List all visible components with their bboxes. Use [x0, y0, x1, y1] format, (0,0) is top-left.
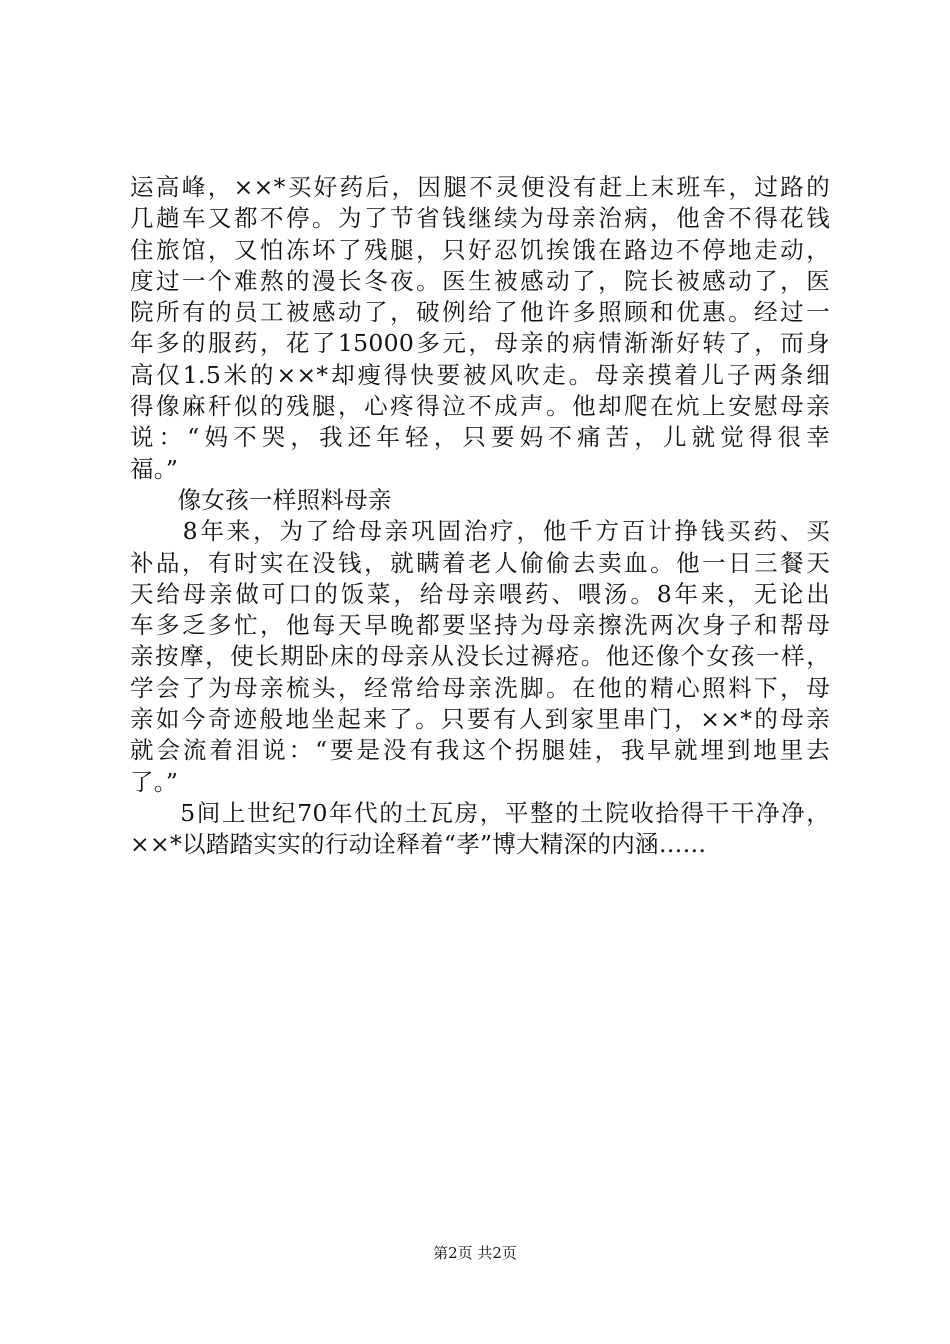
text-line: 福。”	[130, 454, 179, 483]
text-line: 像女孩一样照料母亲	[130, 485, 392, 514]
page-footer: 第2页 共2页	[433, 1244, 517, 1262]
text-line: 院所有的员工被感动了，破例给了他许多照顾和优惠。经过一	[130, 298, 830, 327]
text-line: 度过一个难熬的漫长冬夜。医生被感动了，院长被感动了，医	[130, 266, 830, 295]
text-line: 几趟车又都不停。为了节省钱继续为母亲治病，他舍不得花钱	[130, 204, 830, 233]
text-line: 学会了为母亲梳头，经常给母亲洗脚。在他的精心照料下，母	[130, 673, 830, 702]
text-line: 车多乏多忙，他每天早晚都要坚持为母亲擦洗两次身子和帮母	[130, 611, 830, 640]
text-line: 年多的服药，花了15000多元，母亲的病情渐渐好转了，而身	[130, 329, 830, 358]
text-line: 亲如今奇迹般地坐起来了。只要有人到家里串门，××*的母亲	[130, 705, 830, 734]
text-line: 5间上世纪70年代的土瓦房，平整的土院收拾得干干净净，	[130, 798, 830, 827]
text-line: 得像麻秆似的残腿，心疼得泣不成声。他却爬在炕上安慰母亲	[130, 392, 830, 421]
text-line: 8年来，为了给母亲巩固治疗，他千方百计挣钱买药、买	[130, 517, 830, 546]
text-line: 补品，有时实在没钱，就瞒着老人偷偷去卖血。他一日三餐天	[130, 548, 830, 577]
text-line: 亲按摩，使长期卧床的母亲从没长过褥疮。他还像个女孩一样，	[130, 642, 830, 671]
text-line: 了。”	[130, 767, 179, 796]
text-line: 就会流着泪说：“要是没有我这个拐腿娃，我早就埋到地里去	[130, 736, 830, 765]
text-line: 说：“妈不哭，我还年轻，只要妈不痛苦，儿就觉得很幸	[130, 423, 830, 452]
text-line: 高仅1.5米的××*却瘦得快要被风吹走。母亲摸着儿子两条细	[130, 360, 830, 389]
text-line: 天给母亲做可口的饭菜，给母亲喂药、喂汤。8年来，无论出	[130, 579, 830, 608]
text-line: ××*以踏踏实实的行动诠释着“孝”博大精深的内涵……	[130, 830, 707, 859]
text-line: 运高峰，××*买好药后，因腿不灵便没有赶上末班车，过路的	[130, 173, 830, 201]
body-text	[130, 172, 830, 861]
text-line: 住旅馆，又怕冻坏了残腿，只好忍饥挨饿在路边不停地走动，	[130, 235, 830, 264]
